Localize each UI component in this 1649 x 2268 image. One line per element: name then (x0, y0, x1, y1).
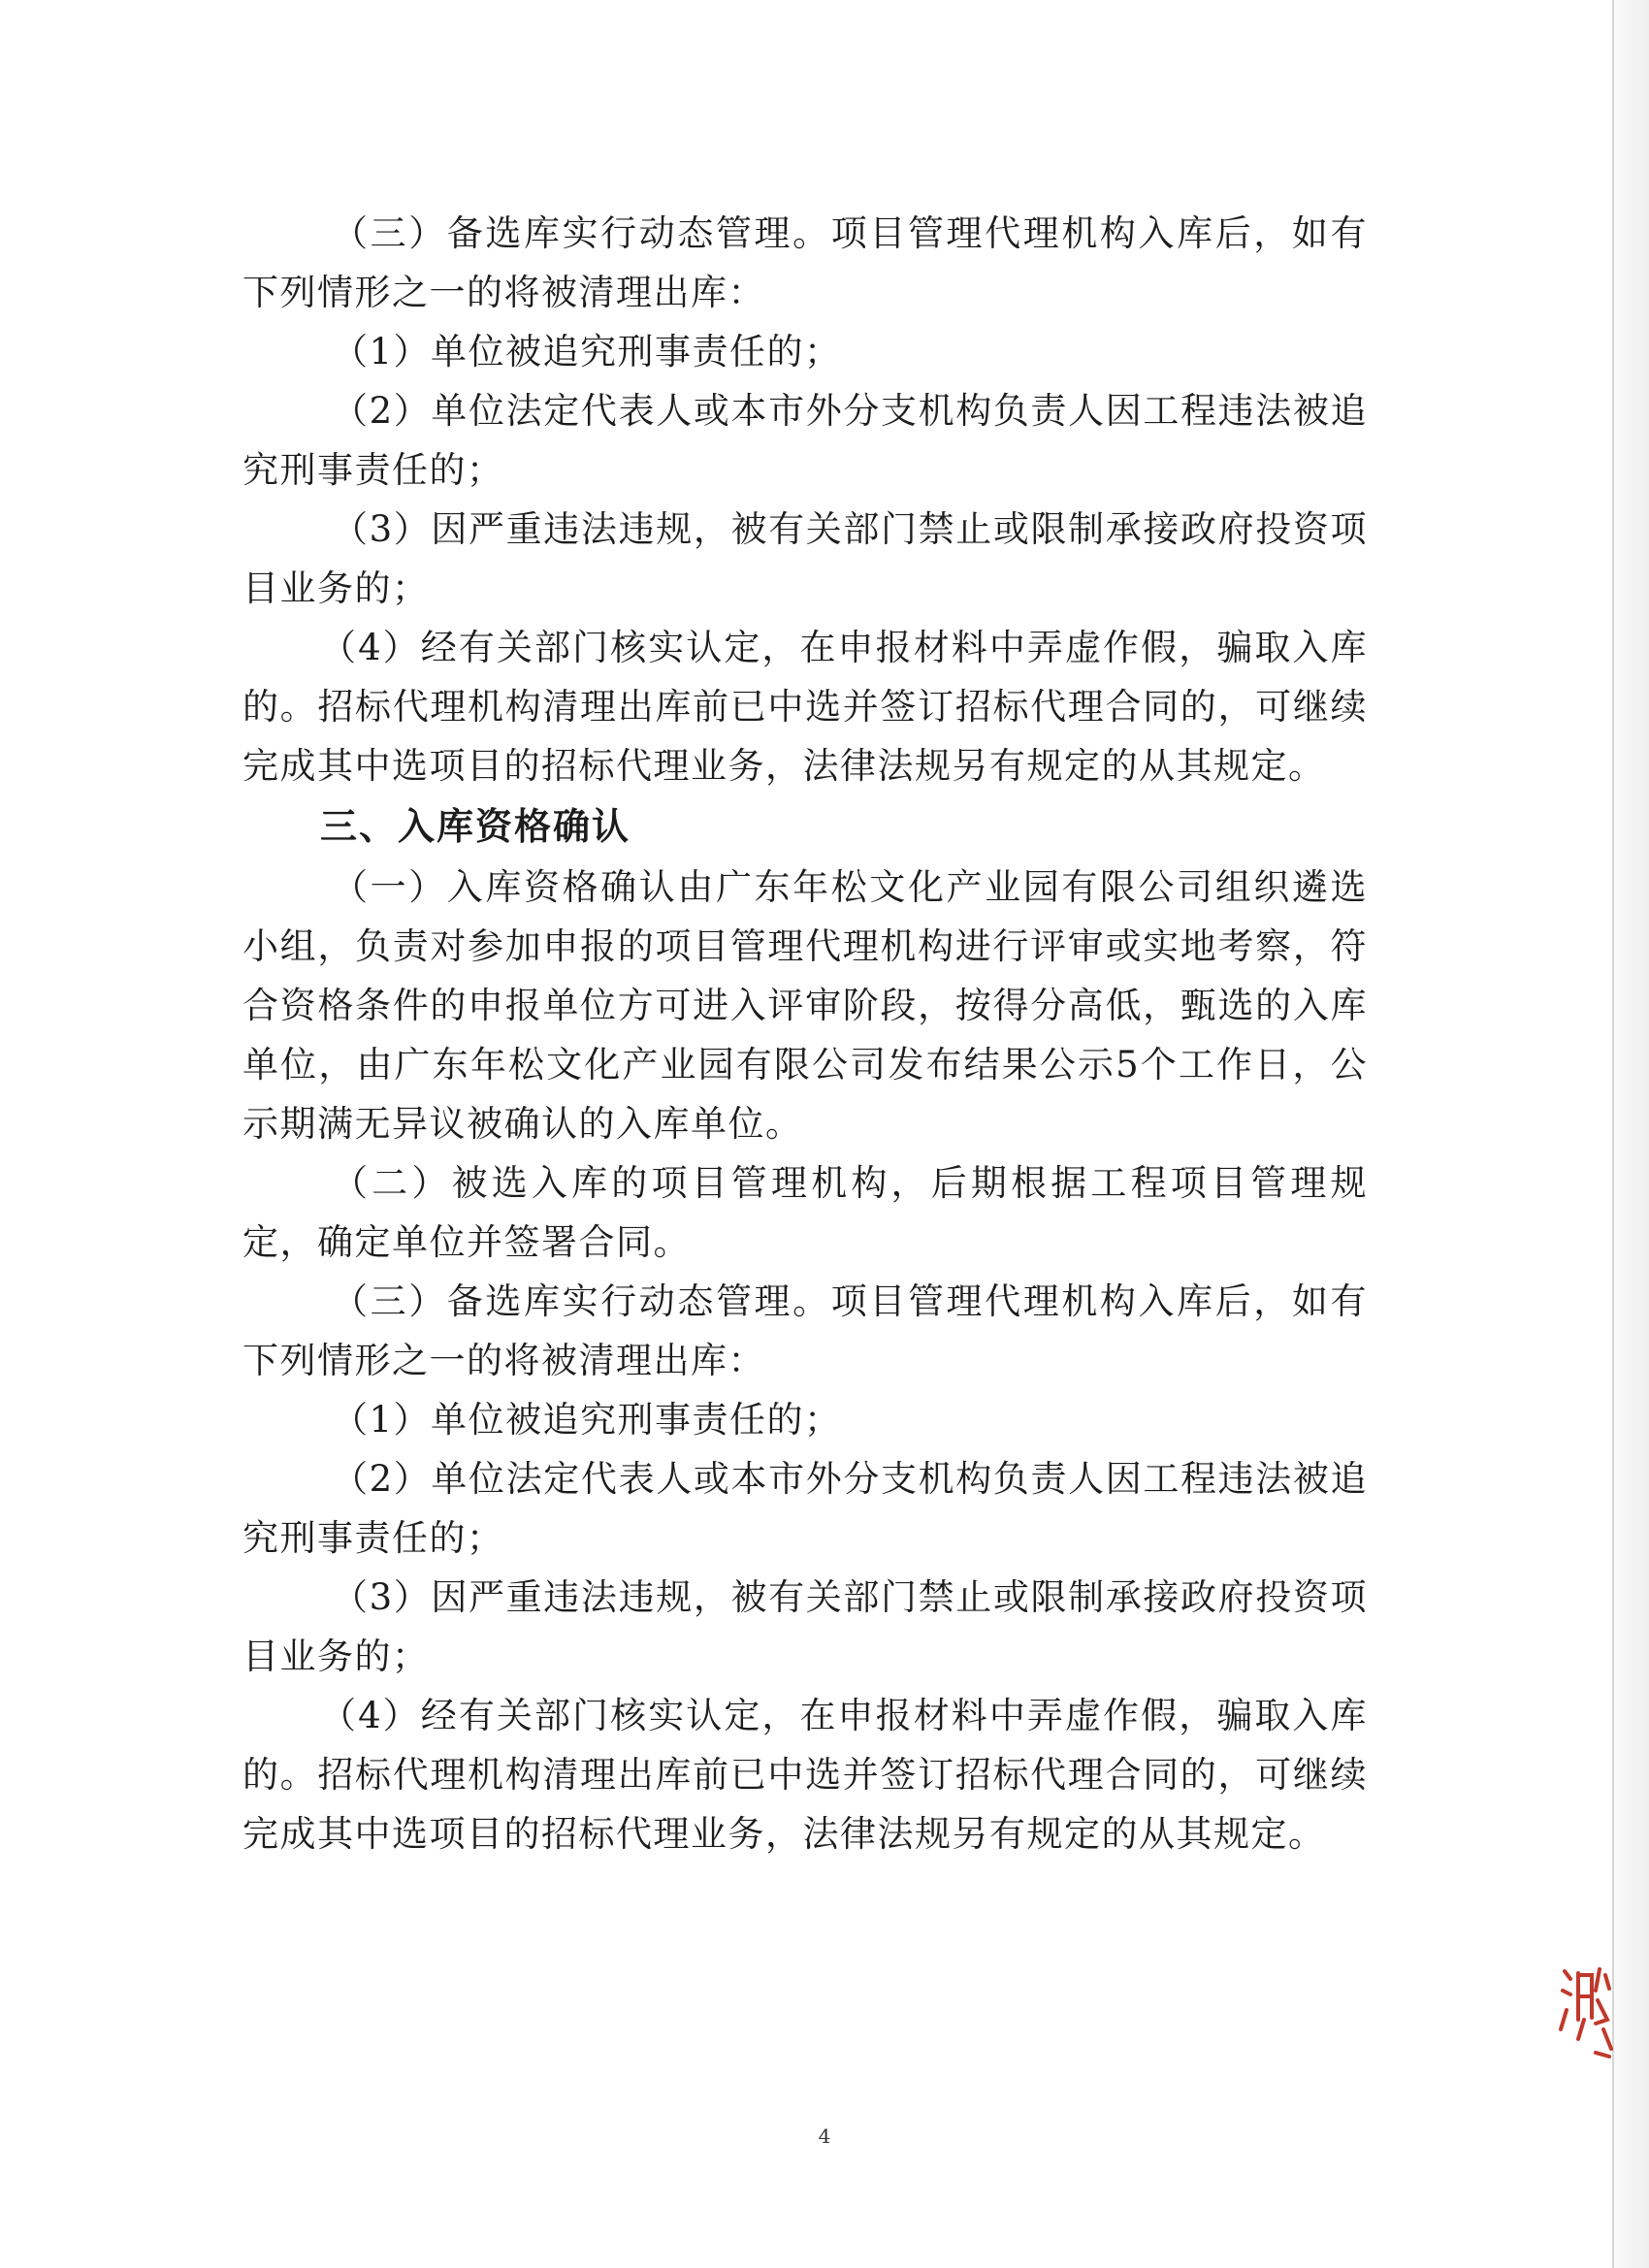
paragraph: （3）因严重违法违规，被有关部门禁止或限制承接政府投资项目业务的； (242, 1576, 1368, 1677)
paragraph: （1）单位被追究刑事责任的； (332, 331, 842, 373)
red-seal-fragment (1557, 1961, 1615, 2068)
paragraph: （1）单位被追究刑事责任的； (332, 1399, 842, 1441)
seal-strokes (1561, 1969, 1611, 2057)
paragraph: （4）经有关部门核实认定，在申报材料中弄虚作假，骗取入库的。招标代理机构清理出库前已中选并签订招标代理合同的，可继续完成其中选项目的招标代理业务，法律法规另有规定的从其规定。 (242, 1695, 1368, 1855)
page-number: 4 (818, 2124, 831, 2148)
paragraph: （二）被选入库的项目管理机构，后期根据工程项目管理规定，确定单位并签署合同。 (242, 1162, 1368, 1263)
paragraph: （2）单位法定代表人或本市外分支机构负责人因工程违法被追究刑事责任的； (242, 390, 1368, 491)
paragraph: （4）经有关部门核实认定，在申报材料中弄虚作假，骗取入库的。招标代理机构清理出库前已中选并签订招标代理合同的，可继续完成其中选项目的招标代理业务，法律法规另有规定的从其规定。 (242, 627, 1368, 787)
paragraph: （2）单位法定代表人或本市外分支机构负责人因工程违法被追究刑事责任的； (242, 1458, 1368, 1559)
paragraph: （3）因严重违法违规，被有关部门禁止或限制承接政府投资项目业务的； (242, 508, 1368, 609)
paragraph: （三）备选库实行动态管理。项目管理代理机构入库后，如有下列情形之一的将被清理出库： (242, 1280, 1368, 1381)
paragraph: （一）入库资格确认由广东年松文化产业园有限公司组织遴选小组，负责对参加申报的项目管理代理机构进行评审或实地考察，符合资格条件的申报单位方可进入评审阶段，按得分高低，甄选的入库单位，由广东年松文化产业园有限公司发布结果公示5个工作日，公示期满无异议被确认的入库单位。 (242, 866, 1368, 1145)
scan-page-edge (1612, 0, 1649, 2268)
section-heading: 三、入库资格确认 (320, 804, 631, 848)
document-body (242, 204, 1368, 1863)
paragraph: （三）备选库实行动态管理。项目管理代理机构入库后，如有下列情形之一的将被清理出库： (242, 212, 1368, 313)
